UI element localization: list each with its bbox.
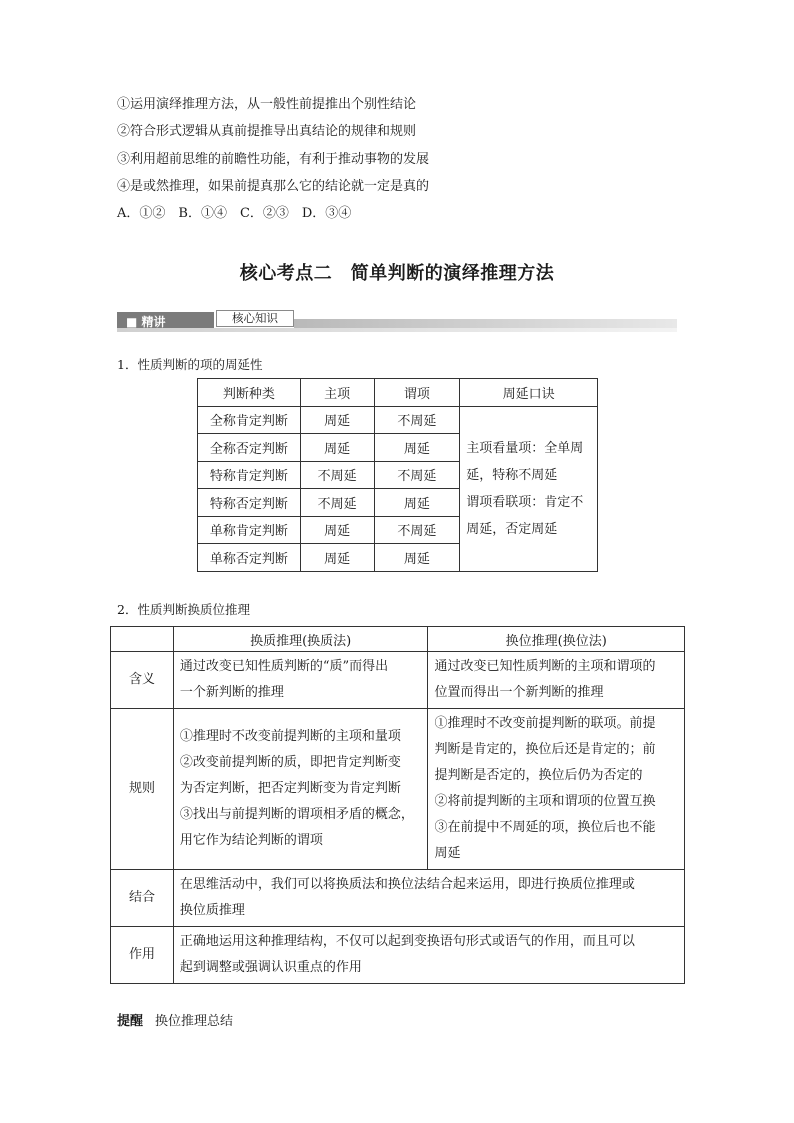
judgment-type: 单称肯定判断: [198, 516, 301, 544]
predicate-cell: 不周延: [374, 516, 460, 544]
text-line: ②改变前提判断的质，即把肯定判断变: [179, 755, 401, 770]
subject-cell: 周延: [300, 516, 374, 544]
text-line: 用它作为结论判断的谓项: [179, 833, 323, 848]
subject-cell: 周延: [300, 434, 374, 462]
judgment-type: 全称否定判断: [198, 434, 301, 462]
row-label-combine: 结合: [111, 870, 174, 927]
text-line: ①推理时不改变前提判断的联项。前提: [434, 716, 656, 731]
banner-label-box: [117, 312, 214, 328]
subject-cell: 周延: [300, 544, 374, 572]
text-line: ③在前提中不周延的项，换位后也不能: [434, 820, 656, 835]
use-text: [173, 927, 684, 984]
text-line: 通过改变已知性质判断的“质”而得出: [179, 659, 389, 674]
heading-2: 2．性质判断换质位推理: [117, 602, 250, 617]
option-2: ②符合形式逻辑从真前提推导出真结论的规律和规则: [117, 124, 417, 139]
predicate-cell: 周延: [374, 544, 460, 572]
header-cell: 谓项: [374, 379, 460, 407]
conversion-table: [110, 626, 685, 984]
predicate-cell: 周延: [374, 434, 460, 462]
answer-choices: A．①② B．①④ C．②③ D．③④: [117, 206, 352, 221]
judgment-type: 全称肯定判断: [198, 406, 301, 434]
header-obversion: 换质推理(换质法): [173, 627, 428, 652]
header-cell: 主项: [300, 379, 374, 407]
table-row: [198, 406, 598, 434]
text-line: ②将前提判断的主项和谓项的位置互换: [434, 794, 656, 809]
banner-line: [294, 319, 677, 328]
text-line: 周延: [434, 846, 461, 861]
option-4: ④是或然推理，如果前提真那么它的结论就一定是真的: [117, 179, 430, 194]
text-line: 为否定判断，把否定判断变为肯定判断: [179, 781, 401, 796]
text-line: 位置而得出一个新判断的推理: [434, 685, 604, 700]
predicate-cell: 不周延: [374, 406, 460, 434]
predicate-cell: 周延: [374, 489, 460, 517]
text-line: 起到调整或强调认识重点的作用: [179, 960, 362, 975]
remark: [117, 1010, 233, 1029]
row-label-meaning: 含义: [111, 652, 174, 709]
banner-label: ■ 精讲: [126, 315, 166, 329]
header-cell: 周延口诀: [460, 379, 598, 407]
remark-label: 提醒: [117, 1014, 144, 1029]
subject-cell: 周延: [300, 406, 374, 434]
text-line: ①推理时不改变前提判断的主项和量项: [179, 729, 401, 744]
header-cell: 判断种类: [198, 379, 301, 407]
header-conversion: 换位推理(换位法): [428, 627, 685, 652]
text-line: 换位质推理: [179, 903, 245, 918]
heading-1: 1．性质判断的项的周延性: [117, 357, 263, 372]
mnemonic-cell: [460, 406, 598, 571]
mnemonic-line: 主项看量项：全单周: [466, 440, 584, 456]
judgment-type: 特称否定判断: [198, 489, 301, 517]
row-label-rules: 规则: [111, 709, 174, 870]
text-line: 判断是肯定的，换位后还是肯定的；前: [434, 742, 656, 757]
table-row: [111, 709, 685, 870]
meaning-obversion: [173, 652, 428, 709]
text-line: 正确地运用这种推理结构，不仅可以起到变换语句形式或语气的作用，而且可以: [179, 934, 635, 949]
table-row: [111, 927, 685, 984]
text-line: 在思维活动中，我们可以将换质法和换位法结合起来运用，即进行换质位推理或: [179, 877, 635, 892]
text-line: 一个新判断的推理: [179, 685, 284, 700]
mnemonic-line: 延，特称不周延: [466, 467, 558, 483]
corner-cell: [111, 627, 174, 652]
banner-underline: [117, 328, 677, 332]
table-row: [111, 652, 685, 709]
combine-text: [173, 870, 684, 927]
text-line: 通过改变已知性质判断的主项和谓项的: [434, 659, 656, 674]
distribution-table: [197, 378, 598, 572]
text-line: ③找出与前提判断的谓项相矛盾的概念，: [179, 807, 414, 822]
row-label-use: 作用: [111, 927, 174, 984]
rules-conversion: [428, 709, 685, 870]
subject-cell: 不周延: [300, 489, 374, 517]
section-banner: [117, 310, 677, 332]
remark-text: 换位推理总结: [155, 1014, 234, 1029]
option-1: ①运用演绎推理方法，从一般性前提推出个别性结论: [117, 97, 417, 112]
rules-obversion: [173, 709, 428, 870]
table-row: [111, 870, 685, 927]
banner-tab: 核心知识: [216, 310, 294, 327]
section-title: 核心考点二 简单判断的演绎推理方法: [239, 263, 555, 284]
mnemonic-line: 周延，否定周延: [466, 521, 558, 537]
subject-cell: 不周延: [300, 461, 374, 489]
mnemonic-line: 谓项看联项：肯定不: [466, 494, 584, 510]
judgment-type: 特称肯定判断: [198, 461, 301, 489]
predicate-cell: 不周延: [374, 461, 460, 489]
text-line: 提判断是否定的，换位后仍为否定的: [434, 768, 643, 783]
meaning-conversion: [428, 652, 685, 709]
judgment-type: 单称否定判断: [198, 544, 301, 572]
option-3: ③利用超前思维的前瞻性功能，有利于推动事物的发展: [117, 152, 430, 167]
